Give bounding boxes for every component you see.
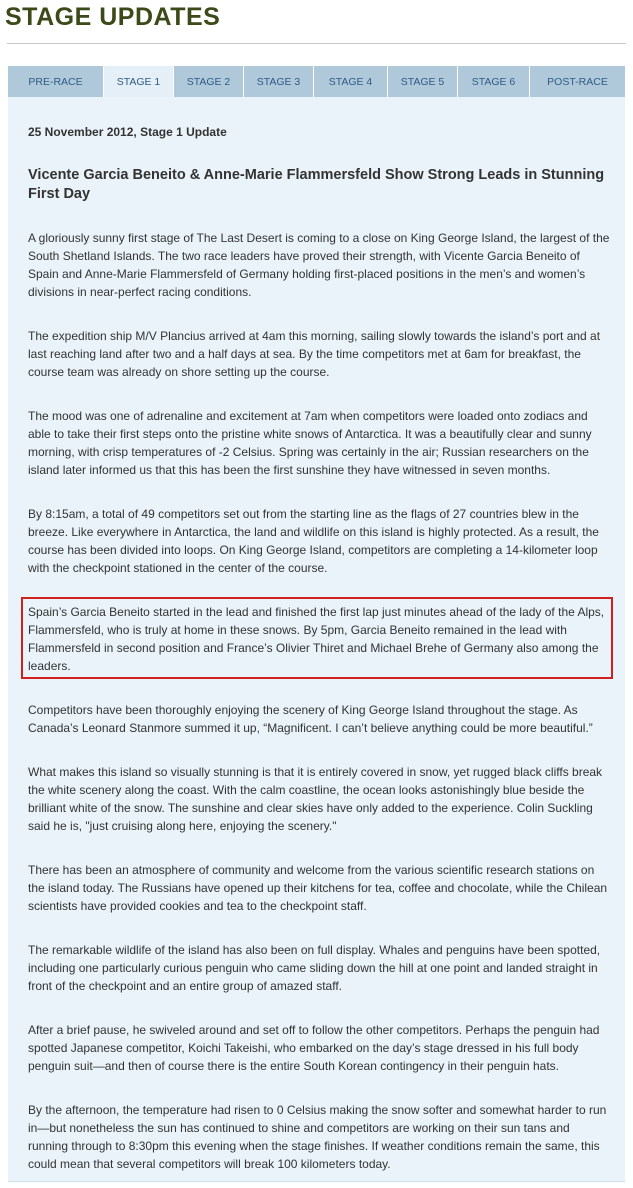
tab-stage-6[interactable]: STAGE 6 [458, 66, 530, 97]
tab-stage-3[interactable]: STAGE 3 [244, 66, 314, 97]
tab-stage-4[interactable]: STAGE 4 [314, 66, 388, 97]
stage-tab-bar [8, 66, 625, 97]
article-paragraph: The expedition ship M/V Plancius arrived at 4am this morning, sailing slowly towards the island’s port and at last reaching land after two and a half days at sea. By the time competitors met at 6am for breakfast, the course team was already on shore setting up the course. [28, 329, 601, 379]
article-paragraph: There has been an atmosphere of community and welcome from the various scientific research stations on the island today. The Russians have opened up their kitchens for tea, coffee and chocolate, while the Chilean scientists have provided cookies and tea to the checkpoint staff. [28, 863, 608, 913]
update-date: 25 November 2012, Stage 1 Update [28, 125, 227, 139]
article-paragraph: After a brief pause, he swiveled around and set off to follow the other competitors. Perhaps the penguin had spotted Japanese competitor, Koichi Takeishi, who embarked on the day’s stage dressed in his full body penguin suit—and then of course there is the entire South Korean contingency in their penguin hats. [28, 1023, 600, 1073]
article-paragraph: By 8:15am, a total of 49 competitors set out from the starting line as the flags of 27 countries blew in the breeze. Like everywhere in Antarctica, the land and wildlife on this island is highly protected. As a result, the course has been divided into loops. On King George Island, competitors are completing a 14-kilometer loop with the checkpoint stationed in the center of the course. [28, 507, 599, 575]
title-divider [7, 43, 626, 44]
article-paragraph: What makes this island so visually stunning is that it is entirely covered in snow, yet rugged black cliffs break the white scenery along the coast. With the calm coastline, the ocean looks astonishingly blue beside the brilliant white of the snow. The sunshine and clear skies have only added to the experience. Colin Suckling said he is, "just cruising along here, enjoying the scenery." [28, 765, 603, 833]
article-heading: Vicente Garcia Beneito & Anne-Marie Flammersfeld Show Strong Leads in Stunning First Day [28, 167, 605, 202]
article-paragraph: By the afternoon, the temperature had risen to 0 Celsius making the snow softer and somewhat harder to run in—but nonetheless the sun has continued to shine and competitors are working on their sun tans and running through to 8:30pm this evening when the stage finishes. If weather conditions remain the same, this could mean that several competitors will break 100 kilometers today. [28, 1103, 607, 1171]
article-paragraph-highlighted: Spain’s Garcia Beneito started in the lead and finished the first lap just minutes ahead of the lady of the Alps, Flammersfeld, who is truly at home in these snows. By 5pm, Garcia Beneito remained in the lead with Flammersfeld in second position and France’s Olivier Thiret and Michael Brehe of Germany also among the leaders. [28, 605, 605, 673]
article-paragraph: A gloriously sunny first stage of The Last Desert is coming to a close on King George Island, the largest of the South Shetland Islands. The two race leaders have proved their strength, with Vicente Garcia Beneito of Spain and Anne-Marie Flammersfeld of Germany holding first-placed positions in the men’s and women’s divisions in near-perfect racing conditions. [28, 231, 610, 299]
tab-pre-race[interactable]: PRE-RACE [8, 66, 104, 97]
article-paragraph: Competitors have been thoroughly enjoying the scenery of King George Island throughout the stage. As Canada’s Leonard Stanmore summed it up, “Magnificent. I can’t believe anything could be more beautiful.” [28, 703, 593, 735]
tab-stage-5[interactable]: STAGE 5 [388, 66, 458, 97]
article-paragraph: The mood was one of adrenaline and excitement at 7am when competitors were loaded onto zodiacs and able to take their first steps onto the pristine white snows of Antarctica. It was a beautifully clear and sunny morning, with crisp temperatures of -2 Celsius. Spring was certainly in the air; Russian researchers on the island later informed us that this has been the first sunshine they have witnessed in seven months. [28, 409, 592, 477]
tab-stage-2[interactable]: STAGE 2 [174, 66, 244, 97]
tab-post-race[interactable]: POST-RACE [530, 66, 625, 97]
page-title: STAGE UPDATES [5, 3, 221, 31]
tab-stage-1[interactable]: STAGE 1 [104, 66, 174, 97]
article-paragraph: The remarkable wildlife of the island has also been on full display. Whales and penguins have been spotted, including one particularly curious penguin who came sliding down the hill at one point and landed straight in front of the checkpoint and an entire group of amazed staff. [28, 943, 601, 993]
